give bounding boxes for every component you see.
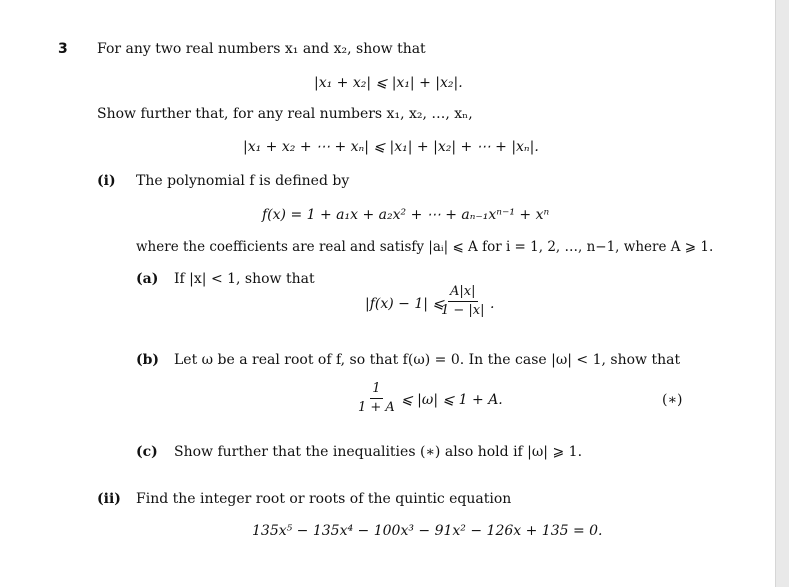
polynomial-definition: f(x) = 1 + a₁x + a₂x² + ⋯ + aₙ₋₁xⁿ⁻¹ + xⁿ xyxy=(262,207,550,223)
intro-line-2: Show further that, for any real numbers x₁, x₂, …, xₙ, xyxy=(97,106,473,122)
part-b-text: Let ω be a real root of f, so that f(ω) = 0. In the case |ω| < 1, show that xyxy=(174,352,681,368)
part-a-text: If |x| < 1, show that xyxy=(174,271,315,287)
part-b-fraction-denominator: 1 + A xyxy=(358,400,395,415)
part-b-inequality-rhs: ⩽ |ω| ⩽ 1 + A. xyxy=(401,392,503,408)
quintic-equation: 135x⁵ − 135x⁴ − 100x³ − 91x² − 126x + 135 = 0. xyxy=(252,523,603,539)
part-a-fraction-numerator: A|x| xyxy=(448,284,477,302)
part-b-label: (b) xyxy=(136,352,160,368)
part-c-label: (c) xyxy=(136,444,158,460)
part-a-fraction-denominator: 1 − |x| xyxy=(441,303,485,318)
intro-line-1: For any two real numbers x₁ and x₂, show that xyxy=(97,41,426,57)
question-number: 3 xyxy=(58,41,68,57)
intro-equation-2: |x₁ + x₂ + ⋯ + xₙ| ⩽ |x₁| + |x₂| + ⋯ + |xₙ|. xyxy=(243,139,539,155)
part-i-label: (i) xyxy=(97,173,116,189)
part-a-label: (a) xyxy=(136,271,159,287)
part-b-fraction-numerator: 1 xyxy=(370,381,382,399)
vertical-scrollbar[interactable] xyxy=(775,0,789,587)
part-c-text: Show further that the inequalities (∗) also hold if |ω| ⩾ 1. xyxy=(174,444,583,460)
coefficient-conditions: where the coefficients are real and satisfy |aᵢ| ⩽ A for i = 1, 2, …, n−1, where A ⩾ 1. xyxy=(136,239,714,255)
part-b-fraction xyxy=(356,381,397,416)
part-ii-label: (ii) xyxy=(97,491,121,507)
part-i-text: The polynomial f is defined by xyxy=(136,173,350,189)
part-ii-text: Find the integer root or roots of the quintic equation xyxy=(136,491,512,507)
part-a-inequality-end: . xyxy=(490,296,495,312)
part-a-fraction xyxy=(439,284,487,319)
equation-tag-star: (∗) xyxy=(662,392,683,408)
intro-equation-1: |x₁ + x₂| ⩽ |x₁| + |x₂|. xyxy=(314,75,463,91)
part-a-inequality-lhs: |f(x) − 1| ⩽ xyxy=(365,296,445,312)
